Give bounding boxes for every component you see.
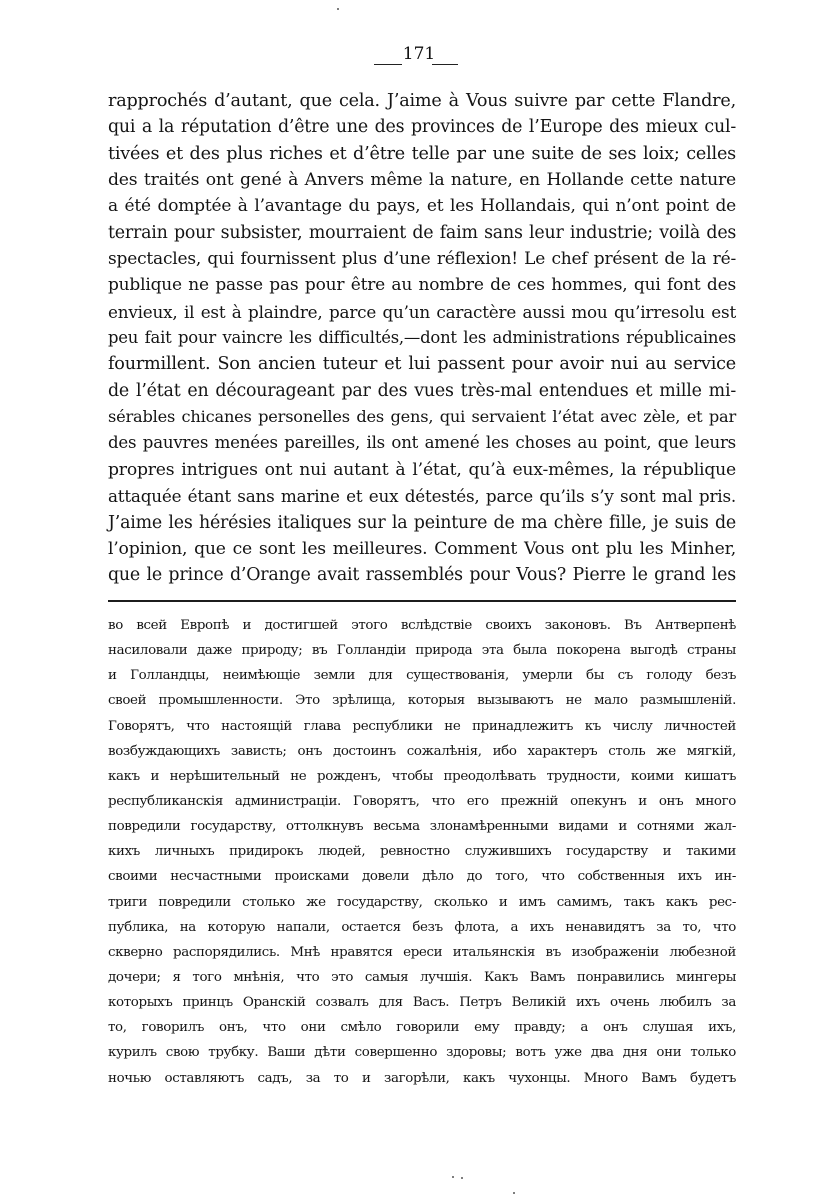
- russian-line: курилъ свою трубку. Ваши дѣти совершенно здоровы; вотъ уже два дня они только: [108, 1045, 736, 1061]
- russian-line: повредили государству, оттолкнувъ весьма злонамѣренными видами и сотнями жал-: [108, 819, 736, 835]
- french-line: terrain pour subsister, mourraient de faim sans leur industrie; voilà des: [108, 222, 737, 243]
- russian-line: и Голландцы, неимѣющіе земли для существованія, умерли бы съ голоду безъ: [108, 668, 736, 684]
- french-line: rapprochés d’autant, que cela. J’aime à Vous suivre par cette Flandre,: [108, 91, 736, 111]
- russian-line: своей промышленности. Это зрѣлища, которыя вызываютъ не мало размышленій.: [108, 693, 736, 709]
- russian-line: своими несчастными происками довели дѣло до того, что собственныя ихъ ин-: [108, 869, 736, 885]
- french-line: que le prince d’Orange avait rassemblés pour Vous? Pierre le grand les: [108, 565, 736, 586]
- french-line: fourmillent. Son ancien tuteur et lui passent pour avoir nui au service: [108, 354, 736, 375]
- section-divider: [108, 600, 736, 602]
- french-line: envieux, il est à plaindre, parce qu’un caractère aussi mou qu’irresolu est: [108, 301, 736, 322]
- print-speck: [337, 8, 339, 10]
- russian-line: ночью оставляютъ садъ, за то и загорѣли, какъ чухонцы. Много Вамъ будетъ: [108, 1070, 736, 1086]
- french-line: propres intrigues ont nui autant à l’état, qu’à eux-mêmes, la république: [108, 459, 736, 480]
- russian-line: дочери; я того мнѣнія, что это самыя лучшія. Какъ Вамъ понравились мингеры: [108, 969, 736, 985]
- french-line: a été domptée à l’avantage du pays, et les Hollandais, qui n’ont point de: [108, 196, 736, 217]
- print-speck: [452, 1176, 454, 1178]
- french-line: l’opinion, que ce sont les meilleures. Comment Vous ont plu les Minher,: [108, 538, 736, 559]
- russian-line: насиловали даже природу; въ Голландіи природа эта была покорена выгодѣ страны: [108, 643, 736, 659]
- russian-line: которыхъ принцъ Оранскій созвалъ для Васъ. Петръ Великій ихъ очень любилъ за: [108, 995, 736, 1011]
- french-line: attaquée étant sans marine et eux détestés, parce qu’ils s’y sont mal pris.: [108, 486, 736, 507]
- russian-line: Говорятъ, что настоящій глава республики не принадлежитъ къ числу личностей: [108, 718, 736, 734]
- russian-line: то, говорилъ онъ, что они смѣло говорили ему правду; а онъ слушая ихъ,: [108, 1020, 736, 1036]
- russian-translation: [108, 613, 736, 1091]
- french-line: spectacles, qui fournissent plus d’une réflexion! Le chef présent de la ré-: [108, 249, 736, 270]
- russian-line: республиканскія администраціи. Говорятъ, что его прежній опекунъ и онъ много: [108, 793, 736, 809]
- french-line: J’aime les hérésies italiques sur la peinture de ma chère fille, je suis de: [108, 512, 736, 533]
- russian-line: кихъ личныхъ придирокъ людей, ревностно служившихъ государству и такими: [108, 844, 736, 860]
- russian-line: триги повредили столько же государству, сколько и имъ самимъ, такъ какъ рес-: [108, 894, 736, 910]
- french-line: sérables chicanes personelles des gens, qui servaient l’état avec zèle, et par: [108, 407, 736, 427]
- french-line: des traités ont gené à Anvers même la nature, en Hollande cette nature: [108, 170, 736, 191]
- page-number: 171: [402, 44, 436, 64]
- russian-line: скверно распорядились. Мнѣ нравятся ереси итальянскія въ изображеніи любезной: [108, 944, 736, 960]
- print-speck: [461, 1177, 463, 1179]
- french-line: tivées et des plus riches et d’être telle par une suite de ses loix; celles: [108, 143, 736, 164]
- print-speck: [513, 1192, 515, 1194]
- french-text: [108, 88, 736, 589]
- russian-line: публика, на которую напали, остается безъ флота, а ихъ ненавидятъ за то, что: [108, 919, 736, 935]
- page-number-rule-left: [374, 64, 402, 65]
- french-line: publique ne passe pas pour être au nombre de ces hommes, qui font des: [108, 275, 736, 296]
- french-line: des pauvres menées pareilles, ils ont amené les choses au point, que leurs: [108, 433, 736, 453]
- french-line: de l’état en décourageant par des vues très-mal entendues et mille mi-: [108, 380, 736, 401]
- french-line: qui a la réputation d’être une des provinces de l’Europe des mieux cul-: [108, 117, 736, 138]
- russian-line: возбуждающихъ зависть; онъ достоинъ сожалѣнія, ибо характеръ столь же мягкій,: [108, 743, 736, 759]
- french-line: peu fait pour vaincre les difficultés,—dont les administrations républicaines: [108, 328, 736, 348]
- russian-line: какъ и нерѣшительный не рожденъ, чтобы преодолѣвать трудности, коими кишатъ: [108, 768, 736, 784]
- page-number-rule-right: [432, 64, 458, 65]
- russian-line: во всей Европѣ и достигшей этого вслѣдствіе своихъ законовъ. Въ Антверпенѣ: [108, 618, 736, 633]
